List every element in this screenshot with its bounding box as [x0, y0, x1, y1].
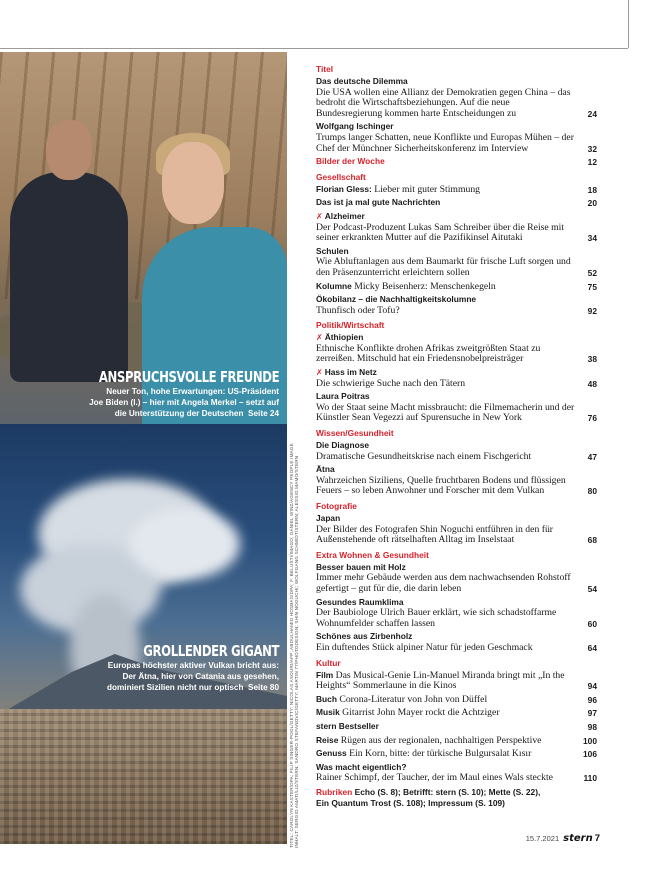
- entry-kicker: Was macht eigentlich?: [316, 761, 407, 772]
- toc-entry[interactable]: [316, 748, 597, 760]
- toc-entry[interactable]: [316, 391, 597, 424]
- table-of-contents: [316, 64, 597, 808]
- toc-entry[interactable]: [316, 246, 597, 279]
- entry-kicker: Ätna: [316, 464, 335, 475]
- photo1-headline: ANSPRUCHSVOLLE FREUNDE: [98, 368, 279, 386]
- entry-description: Der Baubiologe Ulrich Bauer erklärt, wie sich schadstoffarme Wohnumfelder schaffen lassen: [316, 607, 557, 629]
- toc-entry[interactable]: [316, 156, 597, 168]
- toc-entry[interactable]: [316, 562, 597, 595]
- entry-description: Der Bilder des Fotografen Shin Noguchi entführen in den für Außenstehende oft rätselhaften Alltag im Inselstaat: [316, 523, 554, 546]
- toc-entry[interactable]: [316, 513, 597, 546]
- section-heading: Politik/Wirtschaft: [316, 320, 385, 331]
- section-heading: Gesellschaft: [316, 171, 366, 182]
- entry-kicker: Schulen: [316, 245, 349, 256]
- page-ref: 100: [583, 735, 597, 746]
- toc-entry[interactable]: [316, 440, 597, 462]
- entry-kicker: Das deutsche Dilemma: [316, 76, 408, 86]
- entry-kicker: Hass im Netz: [324, 367, 377, 378]
- section-heading: Titel: [316, 64, 334, 74]
- entry-description: Dramatische Gesundheitskrise nach einem Fischgericht: [316, 450, 532, 462]
- entry-description: Wahrzeichen Siziliens, Quelle fruchtbaren Bodens und flüssigen Feuers – so leben Anwohner und Forscher mit dem Vulkan: [316, 474, 566, 497]
- photo2-caption: Europas höchster aktiver Vulkan bricht aus: Der Ätna, hier von Catania aus gesehen, dominiert Sizilien nicht nur optisch Seite 80: [107, 661, 279, 692]
- entry-kicker: Äthiopien: [324, 332, 364, 343]
- page-ref: 92: [587, 305, 597, 316]
- page-ref: 12: [587, 157, 597, 168]
- pin-icon: ✗: [316, 368, 323, 378]
- page-ref: 98: [587, 721, 597, 732]
- issue-date: 15.7.2021: [525, 834, 560, 843]
- pin-icon: ✗: [316, 211, 323, 221]
- section-heading: Fotografie: [316, 501, 357, 511]
- entry-kicker: Film: [316, 669, 334, 680]
- photo-etna: [0, 424, 287, 844]
- photo-biden-merkel: [0, 52, 287, 450]
- entry-kicker: Die Diagnose: [316, 440, 370, 451]
- page-ref: 106: [583, 749, 597, 760]
- toc-entry[interactable]: [316, 294, 597, 316]
- toc-entry[interactable]: [316, 76, 597, 119]
- entry-description: Wo der Staat seine Macht missbraucht: die Filmemacherin und der Künstler Sean Vegezzi auf Spurensuche in New York: [316, 401, 575, 424]
- entry-kicker: Buch: [316, 693, 337, 704]
- toc-entry[interactable]: [316, 762, 597, 784]
- entry-kicker: Das ist ja mal gute Nachrichten: [316, 197, 441, 208]
- toc-entry[interactable]: [316, 332, 597, 365]
- entry-kicker: Wolfgang Ischinger: [316, 121, 394, 132]
- toc-entry[interactable]: [316, 670, 597, 692]
- entry-description: Immer mehr Gebäude werden aus dem nachwachsenden Rohstoff gefertigt – gut für die, die darin leben: [316, 572, 571, 594]
- page-ref: 96: [587, 694, 597, 705]
- toc-entry[interactable]: [316, 631, 597, 653]
- entry-kicker: Reise: [316, 734, 339, 745]
- entry-kicker: Besser bauen mit Holz: [316, 561, 406, 572]
- page-ref: 68: [587, 535, 597, 546]
- entry-description: Gitarrist John Mayer rockt die Achtziger: [342, 707, 500, 719]
- page-footer: [520, 833, 600, 844]
- photo2-headline: GROLLENDER GIGANT: [143, 642, 279, 660]
- entry-kicker: Schönes aus Zirbenholz: [316, 631, 413, 642]
- toc-entry[interactable]: [316, 707, 597, 719]
- page-ref: 38: [587, 354, 597, 365]
- entry-description: Die USA wollen eine Allianz der Demokratien gegen China – das bedroht die Wirtschaftsbeziehungen. Auf die neue Bundesregierung kommen harte Entscheidungen zu: [316, 86, 571, 119]
- entry-description: Rainer Schimpf, der Taucher, der im Maul eines Wals steckte: [316, 772, 553, 784]
- entry-description: Wie Abluftanlagen aus dem Baumarkt für frische Luft sorgen und den Präsenzunterricht erleichtern sollen: [316, 256, 571, 278]
- page-ref: 76: [587, 413, 597, 424]
- section-heading: Bilder der Woche: [316, 156, 385, 167]
- page-ref: 32: [587, 143, 597, 154]
- entry-kicker: Ökobilanz – die Nachhaltigkeitskolumne: [316, 294, 477, 305]
- page-ref: 75: [587, 281, 597, 292]
- page-ref: 52: [587, 267, 597, 278]
- entry-description: Der Podcast-Produzent Lukas Sam Schreiber über die Reise mit seiner erkrankten Mutter auf die Pazifikinsel Aitutaki: [316, 221, 565, 244]
- page-ref: 94: [587, 681, 597, 692]
- toc-entry[interactable]: [316, 735, 597, 747]
- rubriken-label: Rubriken: [316, 786, 353, 797]
- page-ref: 48: [587, 378, 597, 389]
- toc-entry[interactable]: [316, 121, 597, 154]
- entry-description: Ein Korn, bitte: der türkische Bulgursalat Kısır: [349, 748, 532, 760]
- page-ref: 64: [587, 642, 597, 653]
- page-ref: 110: [583, 773, 597, 784]
- entry-description: Ein duftendes Stück alpiner Natur für jeden Geschmack: [316, 641, 533, 653]
- entry-kicker: Japan: [316, 513, 341, 523]
- photo1-caption: Neuer Ton, hohe Erwartungen: US-Präsident Joe Biden (l.) – hier mit Angela Merkel – setzt auf die Unterstützung der Deutschen Seite 24: [89, 387, 279, 418]
- page-ref: 20: [587, 198, 597, 209]
- entry-description: Die schwierige Suche nach den Tätern: [316, 377, 466, 389]
- photo1-page-ref: Seite 24: [248, 409, 279, 418]
- toc-entry[interactable]: [316, 211, 597, 244]
- page-number: 7: [594, 833, 600, 844]
- entry-description: Trumps langer Schatten, neue Konflikte und Europas Mühen – der Chef der Münchner Sicherheitskonferenz im Interview: [316, 131, 574, 154]
- entry-kicker: stern Bestseller: [316, 720, 379, 731]
- entry-description: Thunfisch oder Tofu?: [316, 304, 400, 316]
- photo-credits: TITEL: CAROLYN KASTER/DPA; FILIP SINGER-POOL/GETTY; NICOLAS ASOURI/AFP; ABDULHAMID HOSBAS/DPA; F. BELUSTI/IMAGO; DANIEL WINZ/AGENCY PEOPLE IMAGE INHALT: SERGIO AMATI/LIZ/STERN; SANDRO STEFANOVIC/GETTY; MARTIN 77/PHOTODESIGN; SHIN NOGUCHI; WOLFGANG SCHMIDT/STERN; ALESSIO MAMO/STERN: [289, 443, 300, 848]
- entry-description: Micky Beisenherz: Menschenkegeln: [354, 280, 496, 292]
- entry-description: Corona-Literatur von John von Düffel: [339, 693, 488, 705]
- rubriken-line: Rubriken Echo (S. 8); Betrifft: stern (S. 10); Mette (S. 22), Ein Quantum Trost (S. 108); Impressum (S. 109): [316, 786, 541, 808]
- toc-entry[interactable]: [316, 721, 597, 733]
- pin-icon: ✗: [316, 333, 323, 343]
- page-ref: 97: [587, 708, 597, 719]
- toc-entry[interactable]: [316, 184, 597, 196]
- page-ref: 60: [587, 618, 597, 629]
- entry-kicker: Gesundes Raumklima: [316, 596, 404, 607]
- toc-entry[interactable]: [316, 597, 597, 630]
- entry-kicker: Alzheimer: [324, 210, 365, 221]
- entry-kicker: Laura Poitras: [316, 391, 370, 402]
- entry-description: Lieber mit guter Stimmung: [374, 183, 481, 195]
- page-ref: 18: [587, 184, 597, 195]
- entry-kicker: Kolumne: [316, 280, 352, 291]
- section-heading: Wissen/Gesundheit: [316, 428, 394, 439]
- entry-kicker: Florian Gless:: [316, 183, 372, 194]
- entry-kicker: Musik: [316, 707, 340, 718]
- section-heading: Kultur: [316, 657, 341, 668]
- city-catania: [0, 709, 287, 844]
- page-ref: 34: [587, 233, 597, 244]
- page-ref: 47: [587, 451, 597, 462]
- toc-entry[interactable]: [316, 281, 597, 293]
- entry-description: Rügen aus der regionalen, nachhaltigen Perspektive: [340, 734, 542, 746]
- page-ref: 24: [587, 108, 597, 119]
- toc-entry[interactable]: [316, 197, 597, 209]
- corner-rule: [628, 0, 629, 48]
- photo2-page-ref: Seite 80: [248, 683, 279, 692]
- entry-kicker: Genuss: [316, 748, 347, 759]
- section-heading: Extra Wohnen & Gesundheit: [316, 549, 429, 560]
- entry-description: Ethnische Konflikte drohen Afrikas zweitgrößten Staat zu zerreißen. Mitschuld hat ein Friedensnobelpreisträger: [316, 342, 541, 365]
- toc-entry[interactable]: [316, 464, 597, 497]
- top-rule: [0, 48, 628, 49]
- page-ref: 80: [587, 486, 597, 497]
- page-ref: 54: [587, 583, 597, 594]
- brand-logo: stern: [563, 833, 593, 844]
- toc-entry[interactable]: [316, 367, 597, 389]
- person-left-figure: [10, 172, 128, 382]
- toc-entry[interactable]: [316, 694, 597, 706]
- entry-description: Das Musical-Genie Lin-Manuel Miranda bringt mit „In the Heights“ Sommerlaune in die Kinos: [316, 669, 565, 692]
